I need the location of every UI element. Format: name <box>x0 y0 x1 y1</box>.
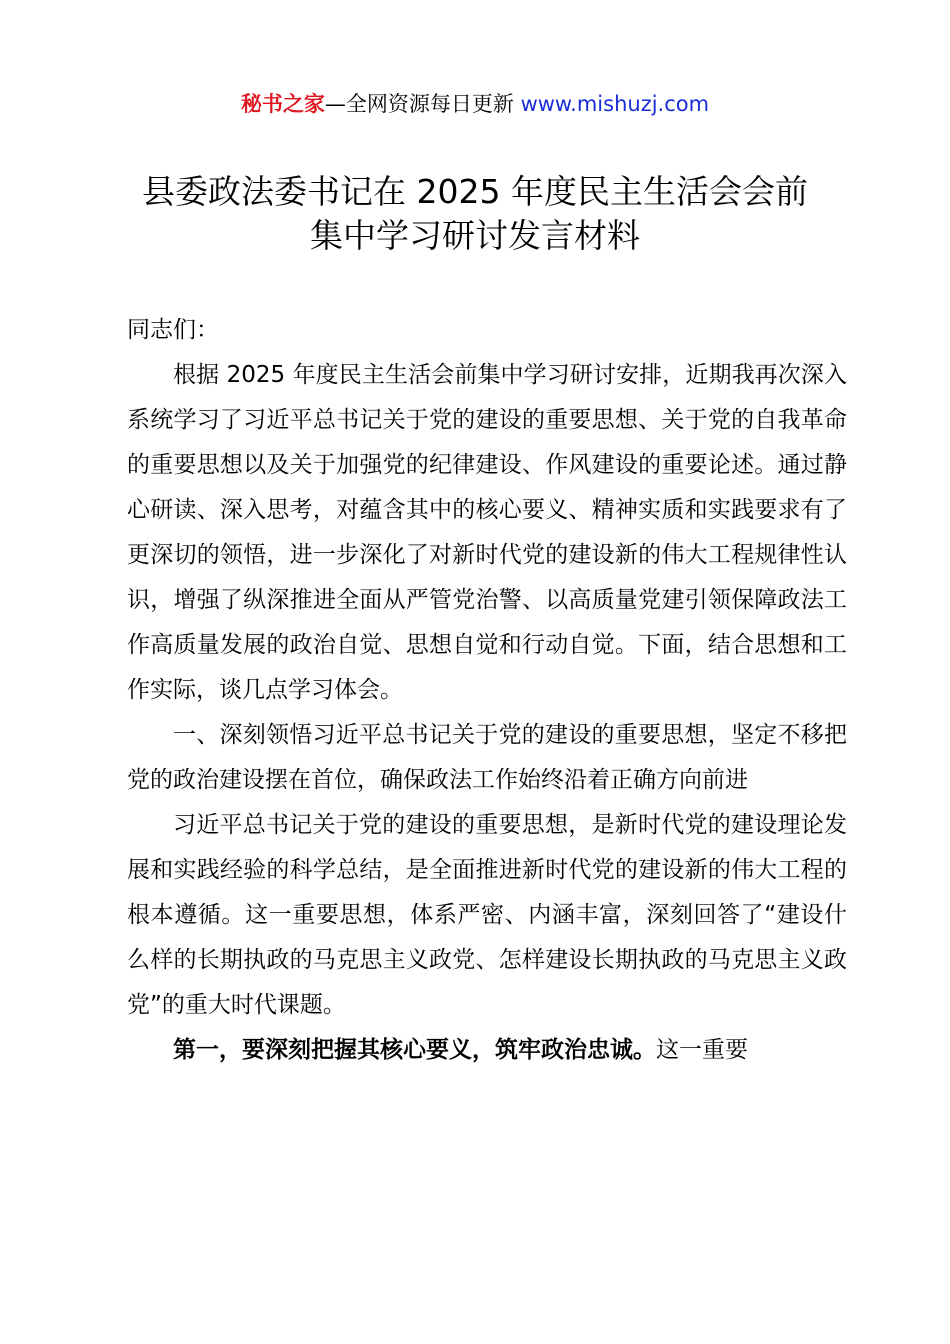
paragraph-intro: 根据 2025 年度民主生活会前集中学习研讨安排，近期我再次深入系统学习了习近平总书记关于党的建设的重要思想、关于党的自我革命的重要思想以及关于加强党的纪律建设、作风建设的重要论述。通过静心研读、深入思考，对蕴含其中的核心要义、精神实质和实践要求有了更深切的领悟，进一步深化了对新时代党的建设新的伟大工程规律性认识，增强了纵深推进全面从严管党治警、以高质量党建引领保障政法工作高质量发展的政治自觉、思想自觉和行动自觉。下面，结合思想和工作实际，谈几点学习体会。 <box>127 362 847 703</box>
document-body <box>127 308 847 1073</box>
salutation: 同志们： <box>127 317 219 343</box>
point-1-lead: 第一，要深刻把握其核心要义，筑牢政治忠诚。 <box>173 1037 656 1063</box>
site-header <box>0 88 950 120</box>
brand-name: 秘书之家 <box>240 92 325 116</box>
point-1-text: 这一重要 <box>656 1037 748 1063</box>
section-heading-1: 一、深刻领悟习近平总书记关于党的建设的重要思想，坚定不移把党的政治建设摆在首位，确保政法工作始终沿着正确方向前进 <box>127 722 847 793</box>
title-line-1: 县委政法委书记在 2025 年度民主生活会会前 <box>142 172 808 211</box>
document-title <box>100 170 850 258</box>
title-line-2: 集中学习研讨发言材料 <box>310 216 640 255</box>
header-tagline: —全网资源每日更新 <box>324 92 521 116</box>
paragraph-point-1 <box>127 1028 847 1073</box>
paragraph-body-1: 习近平总书记关于党的建设的重要思想，是新时代党的建设理论发展和实践经验的科学总结，是全面推进新时代党的建设新的伟大工程的根本遵循。这一重要思想，体系严密、内涵丰富，深刻回答了“建设什么样的长期执政的马克思主义政党、怎样建设长期执政的马克思主义政党”的重大时代课题。 <box>127 812 847 1018</box>
site-url: www.mishuzj.com <box>520 92 710 116</box>
